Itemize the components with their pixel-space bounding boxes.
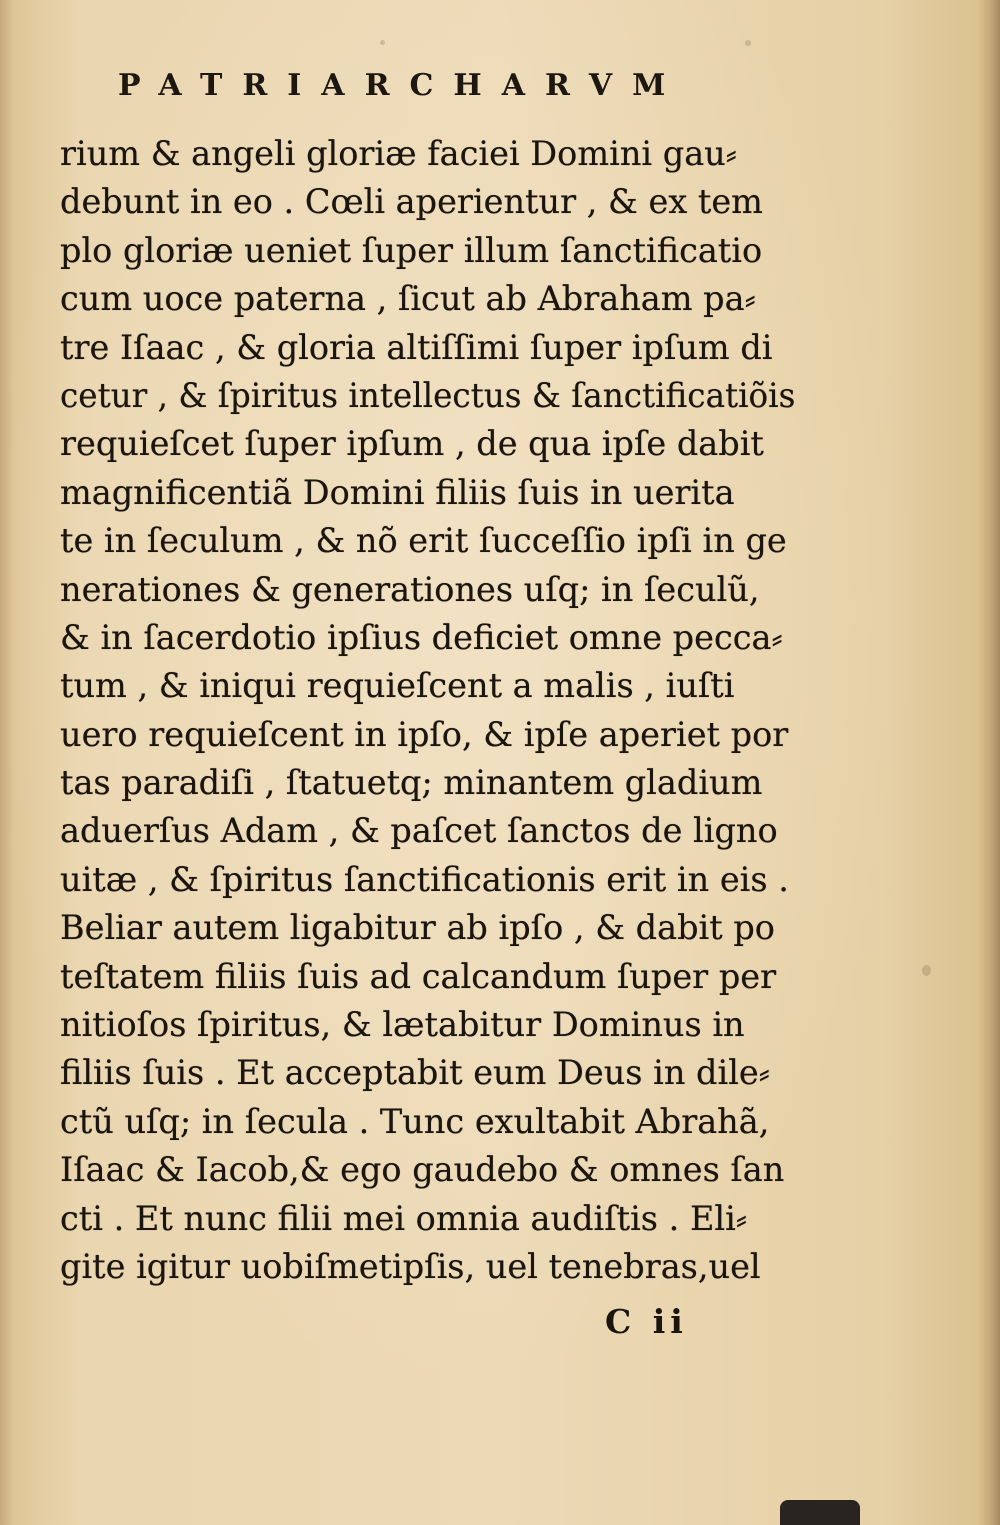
text-line: debunt in eo . Cœli aperientur , & ex tem: [60, 182, 763, 222]
text-line: ctũ uſq; in ſecula . Tunc exultabit Abrahã,: [60, 1101, 770, 1141]
paper-stain: [380, 40, 385, 45]
text-line: uitæ , & ſpiritus ſanctificationis erit in eis .: [60, 859, 789, 899]
text-line: filiis ſuis . Et acceptabit eum Deus in dile⸗: [60, 1053, 770, 1093]
text-line: gite igitur uobiſmetipſis, uel tenebras,uel: [60, 1246, 761, 1286]
signature-mark: C ii: [605, 1302, 688, 1341]
text-line: tas paradiſi , ſtatuetq; minantem gladium: [60, 763, 763, 803]
text-line: Iſaac & Iacob,& ego gaudebo & omnes ſan: [60, 1150, 785, 1190]
text-line: requieſcet ſuper ipſum , de qua ipſe dabit: [60, 424, 764, 464]
main-text-block: [60, 130, 800, 1291]
text-line: cetur , & ſpiritus intellectus & ſanctificatiõis: [60, 375, 796, 415]
text-line: cti . Et nunc filii mei omnia audiſtis . Eli⸗: [60, 1198, 747, 1238]
text-line: te in ſeculum , & nõ erit ſucceſſio ipſi in ge: [60, 521, 787, 561]
text-line: tre Iſaac , & gloria altiſſimi ſuper ipſum di: [60, 327, 773, 367]
paper-stain: [922, 965, 931, 976]
text-line: rium & angeli gloriæ faciei Domini gau⸗: [60, 134, 737, 173]
text-line: nitioſos ſpiritus, & lætabitur Dominus in: [60, 1005, 745, 1045]
running-head: PATRIARCHARVM: [118, 68, 686, 103]
page-left-edge-shading: [0, 0, 14, 1525]
text-line: plo gloriæ ueniet ſuper illum ſanctificatio: [60, 230, 763, 270]
binding-mark: [780, 1500, 860, 1525]
text-line: teſtatem filiis ſuis ad calcandum ſuper per: [60, 956, 777, 996]
text-line: uero requieſcent in ipſo, & ipſe aperiet por: [60, 714, 789, 754]
text-line: Beliar autem ligabitur ab ipſo , & dabit po: [60, 908, 775, 948]
paper-stain: [745, 40, 751, 46]
text-line: cum uoce paterna , ſicut ab Abraham pa⸗: [60, 279, 756, 319]
text-line: aduerſus Adam , & paſcet ſanctos de ligno: [60, 811, 778, 851]
text-line: tum , & iniqui requieſcent a malis , iuſti: [60, 666, 735, 706]
text-line: nerationes & generationes uſq; in ſeculũ,: [60, 569, 760, 609]
text-line: & in ſacerdotio ipſius deficiet omne pecca⸗: [60, 617, 783, 657]
page-gutter-shadow: [978, 0, 1000, 1525]
text-line: magnificentiã Domini filiis ſuis in uerita: [60, 472, 735, 512]
